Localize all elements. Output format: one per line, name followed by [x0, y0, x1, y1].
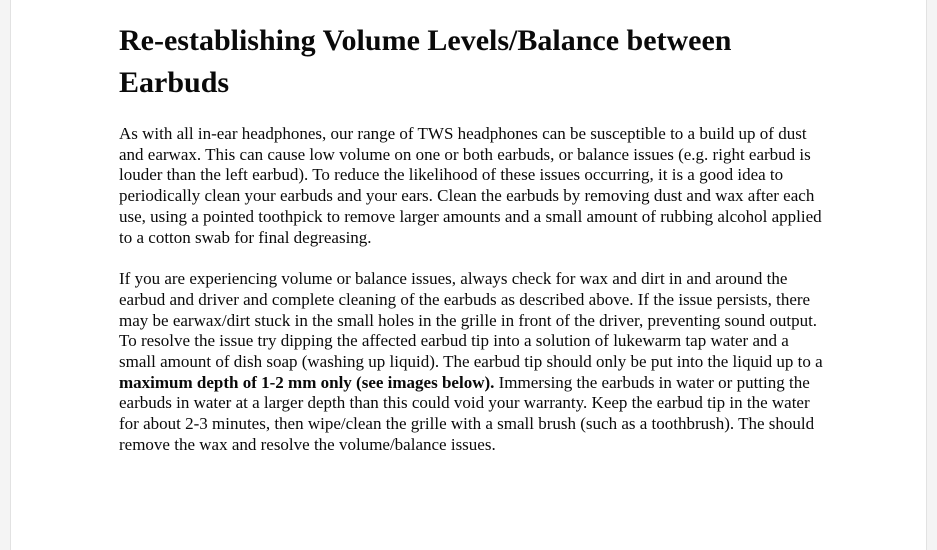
paragraph-text: If you are experiencing volume or balance issues, always check for wax and dirt in and around the earbud and driver and complete cleaning of the earbuds as described above. If the issue persists, there may be earwax/dirt stuck in the small holes in the grille in front of the driver, preventing sound output. To resolve the issue try dipping the affected earbud tip into a solution of lukewarm tap water and a small amount of dish soap (washing up liquid). The earbud tip should only be put into the liquid up to a	[119, 269, 823, 372]
paragraph-text: Immersing the earbuds in water or putting the earbuds in water at a larger depth than this could void your warranty. Keep the earbud tip in the water for about 2-3 minutes, then wipe/clean the grille with a small brush (such as a toothbrush). The should remove the wax and resolve the volume/balance issues.	[119, 372, 815, 454]
document-page	[10, 0, 927, 550]
page-title: Re-establishing Volume Levels/Balance between Earbuds	[119, 24, 732, 99]
paragraph-bold-text: maximum depth of 1-2 mm only (see images below).	[119, 372, 495, 392]
article-content	[119, 0, 824, 456]
paragraph	[119, 124, 824, 248]
article-body	[119, 124, 824, 456]
paragraph-text: As with all in-ear headphones, our range of TWS headphones can be susceptible to a build up of dust and earwax. This can cause low volume on one or both earbuds, or balance issues (e.g. right earbud is louder than the left earbud). To reduce the likelihood of these issues occurring, it is a good idea to periodically clean your earbuds and your ears. Clean the earbuds by removing dust and wax after each use, using a pointed toothpick to remove larger amounts and a small amount of rubbing alcohol applied to a cotton swab for final degreasing.	[119, 124, 822, 247]
paragraph	[119, 269, 824, 455]
